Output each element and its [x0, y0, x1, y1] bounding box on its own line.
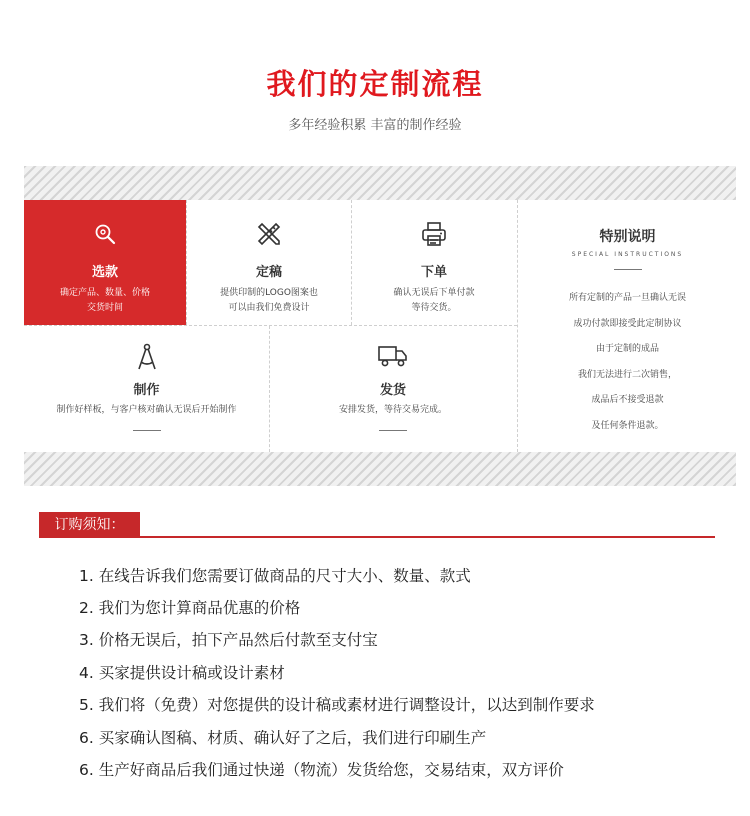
step-desc-line: 确认无误后下单付款 [393, 288, 475, 298]
step-card-produce[interactable] [24, 326, 269, 452]
divider [133, 430, 161, 431]
notice-item: 5. 我们将（免费）对您提供的设计稿或素材进行调整设计，以达到制作要求 [79, 696, 595, 714]
divider [379, 430, 407, 431]
step-desc-line: 提供印制的LOGO图案也 [220, 288, 318, 298]
step-desc-line: 交货时间 [86, 303, 123, 313]
special-title: 特别说明 [599, 229, 656, 245]
step-title: 定稿 [255, 265, 282, 280]
pencil-ruler-icon [255, 220, 283, 252]
grid-divider [186, 200, 187, 325]
hatch-band-top [24, 166, 736, 200]
special-line: 及任何条件退款。 [591, 421, 664, 431]
process-panel [24, 200, 736, 452]
notice-item: 2. 我们为您计算商品优惠的价格 [79, 599, 301, 617]
page-subtitle: 多年经验积累 丰富的制作经验 [288, 118, 462, 133]
special-line: 所有定制的产品一旦确认无误 [568, 293, 686, 303]
special-subtitle: SPECIAL INSTRUCTIONS [571, 251, 684, 258]
step-desc-line: 等待交货。 [411, 303, 457, 313]
grid-divider [517, 200, 518, 452]
page-title: 我们的定制流程 [266, 67, 484, 101]
step-title: 制作 [133, 383, 160, 398]
step-title: 下单 [420, 265, 447, 280]
grid-divider [24, 325, 517, 326]
step-title: 选款 [91, 265, 118, 280]
notice-item: 1. 在线告诉我们您需要订做商品的尺寸大小、数量、款式 [79, 567, 471, 585]
printer-icon [420, 221, 448, 251]
divider [614, 269, 642, 270]
truck-icon [377, 344, 409, 372]
step-desc-line: 制作好样板，与客户核对确认无误后开始制作 [56, 405, 237, 415]
step-card-select[interactable] [24, 200, 186, 325]
special-line: 成功付款即接受此定制协议 [573, 319, 682, 329]
notice-item: 3. 价格无误后，拍下产品然后付款至支付宝 [79, 631, 378, 649]
special-instructions-card [519, 200, 736, 452]
special-line: 成品后不接受退款 [591, 395, 664, 405]
notice-item: 6. 买家确认图稿、材质、确认好了之后，我们进行印刷生产 [79, 729, 487, 747]
step-card-design[interactable] [187, 200, 351, 325]
notice-label: 订购须知： [39, 512, 140, 538]
step-desc-line: 确定产品、数量、价格 [59, 288, 150, 298]
notice-item: 4. 买家提供设计稿或设计素材 [79, 664, 285, 682]
grid-divider [351, 200, 352, 325]
step-title: 发货 [379, 383, 406, 398]
notice-item: 6. 生产好商品后我们通过快递（物流）发货给您，交易结束，双方评价 [79, 761, 564, 779]
notice-underline [39, 536, 715, 538]
compass-icon [134, 342, 160, 376]
step-desc-line: 安排发货，等待交易完成。 [338, 405, 447, 415]
step-card-order[interactable] [352, 200, 516, 325]
step-card-ship[interactable] [270, 326, 516, 452]
hatch-band-bottom [24, 452, 736, 486]
step-desc-line: 可以由我们免费设计 [228, 303, 310, 313]
special-line: 我们无法进行二次销售， [577, 370, 677, 380]
search-icon [93, 222, 117, 250]
special-line: 由于定制的成品 [595, 344, 659, 354]
grid-divider [269, 326, 270, 452]
